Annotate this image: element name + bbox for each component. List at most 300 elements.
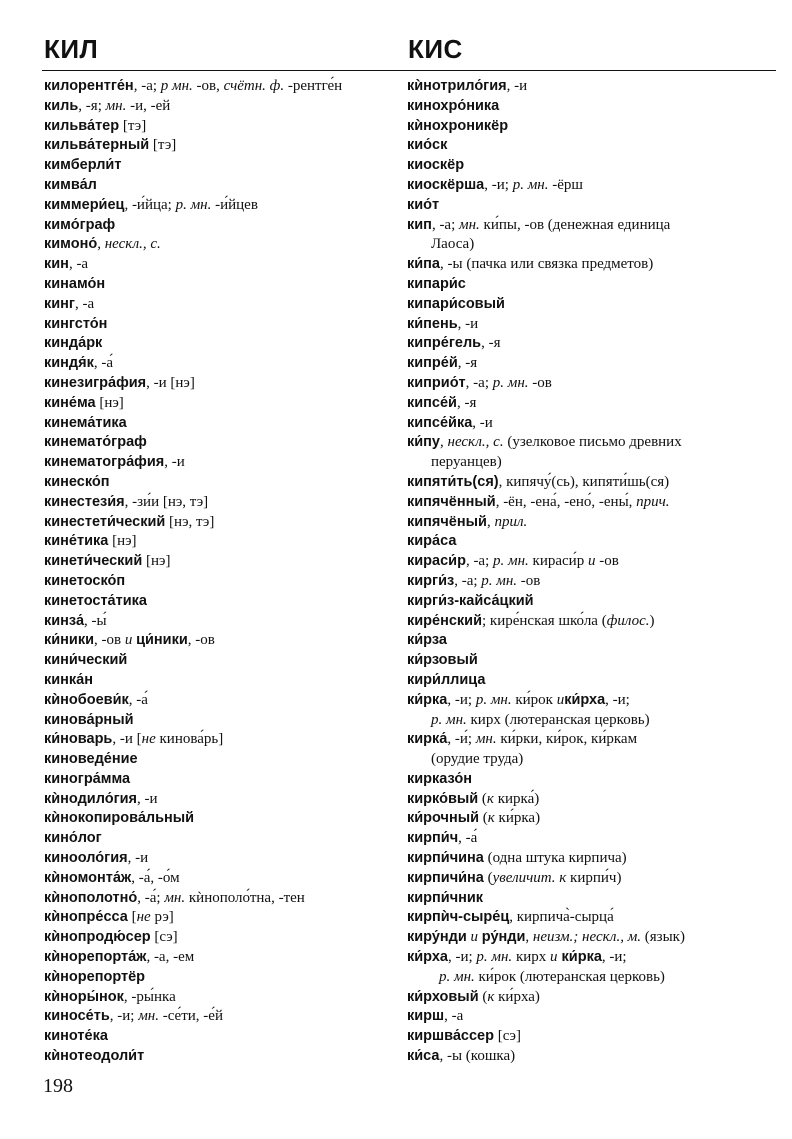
entry-continuation: [407, 235, 779, 255]
dictionary-entry: [44, 433, 394, 453]
entry-text: (орудие труда): [431, 751, 524, 768]
dictionary-entry: [44, 216, 394, 236]
headword: кѝномонта́ж: [44, 869, 132, 886]
dictionary-entry: [407, 572, 779, 592]
entry-text: , -и;: [601, 949, 627, 966]
dictionary-entry: [44, 889, 394, 909]
dictionary-entry: [44, 394, 394, 414]
dictionary-entry: [407, 1027, 779, 1047]
entry-text: ки́рха): [494, 988, 540, 1005]
headword: кирпичи́на: [407, 869, 484, 886]
grammar-note: р мн.: [160, 78, 193, 94]
grammar-note: и: [556, 691, 565, 708]
entry-text: , -ён, -ена́, -ено́, -ены́,: [495, 493, 637, 510]
grammar-note: к: [487, 810, 495, 827]
headword: кингсто́н: [44, 315, 108, 332]
grammar-note: и: [470, 929, 479, 946]
entry-text: -се́ти, -е́й: [158, 1008, 223, 1025]
headword: кио́т: [407, 196, 440, 213]
headword: кирпи́чина: [407, 850, 484, 867]
grammar-note: р. мн.: [431, 711, 467, 728]
dictionary-entry: [44, 790, 394, 810]
headword: кинезигра́фия: [44, 374, 147, 391]
dictionary-entry: [407, 117, 779, 137]
grammar-note: и: [124, 632, 133, 649]
entry-text: , -и;: [605, 691, 630, 708]
dictionary-entry: [44, 552, 394, 572]
headword: ки́рха: [564, 691, 606, 708]
entry-text: кинова́рь]: [155, 731, 224, 748]
headword: киммери́ец: [44, 196, 125, 213]
dictionary-entry: [44, 988, 394, 1008]
headword: киль: [44, 97, 79, 114]
headword: кип: [407, 216, 432, 233]
page-number: 198: [43, 1075, 73, 1097]
headword: кирпи́чник: [407, 889, 484, 906]
entry-text: , -а;: [465, 553, 494, 570]
dictionary-entry: [44, 1027, 394, 1047]
dictionary-entry: [407, 196, 779, 216]
grammar-note: к: [487, 988, 495, 1005]
headword: кинамо́н: [44, 275, 106, 292]
dictionary-entry: [44, 968, 394, 988]
grammar-note: р. мн.: [512, 176, 549, 193]
headword: кирпи́ч: [407, 830, 459, 847]
running-head-right: КИС: [408, 34, 463, 64]
headword: ки́па: [407, 256, 440, 273]
headword: кипари́с: [407, 275, 466, 292]
grammar-note: и: [587, 553, 596, 570]
headword: кипсе́йка: [407, 414, 473, 431]
entry-text: -ов: [517, 572, 541, 589]
entry-text: ,: [440, 434, 448, 451]
entry-text: , -и [нэ]: [146, 374, 195, 391]
dictionary-entry: [407, 592, 779, 612]
dictionary-entry: [407, 216, 779, 236]
entry-continuation: [407, 453, 779, 473]
dictionary-entry: [44, 196, 394, 216]
dictionary-entry: [44, 532, 394, 552]
entry-text: , -ы (пачка или связка предметов): [440, 256, 654, 273]
entry-text: , -я;: [78, 97, 106, 114]
entry-text: (: [478, 988, 488, 1005]
entry-text: ,: [97, 236, 105, 253]
headword: ки́рка: [407, 691, 448, 708]
entry-text: , -и [: [112, 731, 142, 748]
headword: кипсе́й: [407, 394, 457, 411]
dictionary-entry: [407, 631, 779, 651]
headword: кинеско́п: [44, 473, 110, 490]
headword: киоскёр: [407, 157, 465, 174]
entry-text: [сэ]: [493, 1028, 521, 1045]
headword: кираси́р: [407, 553, 466, 570]
entry-text: (: [483, 869, 493, 886]
dictionary-entry: [44, 97, 394, 117]
dictionary-entry: [44, 156, 394, 176]
grammar-note: р. мн.: [481, 572, 518, 589]
entry-text: , -и;: [109, 1008, 139, 1025]
grammar-note: прил.: [494, 513, 528, 530]
headword: кѝнорепорта́ж: [44, 949, 147, 966]
grammar-note: мн.: [164, 889, 186, 906]
dictionary-entry: [44, 77, 394, 97]
dictionary-entry: [407, 1007, 779, 1027]
entry-text: , -а, -ем: [146, 949, 195, 966]
headword: кинема́тика: [44, 414, 127, 431]
entry-text: , кирпича̀-сырца́: [509, 909, 614, 926]
headword: кимоно́: [44, 236, 98, 253]
right-column: [407, 77, 779, 1067]
entry-text: кирх (лютеранская церковь): [466, 711, 650, 728]
grammar-note: нескл., с.: [104, 236, 161, 253]
entry-text: , -а;: [133, 78, 161, 94]
headword: ци́ники: [136, 632, 188, 649]
headword: кири́ллица: [407, 671, 486, 688]
entry-continuation: [407, 750, 779, 770]
headword: кира́са: [407, 533, 457, 550]
entry-text: , -а: [68, 256, 89, 273]
entry-text: перуанцев): [431, 454, 502, 471]
headword: кио́ск: [407, 137, 448, 154]
grammar-note: р. мн.: [476, 949, 513, 966]
dictionary-entry: [407, 513, 779, 533]
grammar-note: и: [550, 949, 558, 966]
entry-text: кирх: [512, 949, 551, 966]
entry-text: , -а́, -о́м: [131, 869, 180, 886]
headword: кинда́рк: [44, 335, 103, 352]
entry-text: ): [649, 612, 655, 629]
entry-text: , -ы (кошка): [439, 1048, 516, 1065]
entry-text: , -и: [472, 414, 493, 431]
grammar-note: прич.: [636, 493, 670, 510]
page-header: [42, 34, 780, 70]
dictionary-entry: [44, 295, 394, 315]
entry-text: , -а́: [93, 355, 114, 372]
dictionary-entry: [407, 552, 779, 572]
headword: кѝнодило́гия: [44, 790, 138, 807]
dictionary-entry: [44, 631, 394, 651]
dictionary-entry: [44, 730, 394, 750]
dictionary-entry: [44, 948, 394, 968]
dictionary-entry: [407, 473, 779, 493]
entry-text: ки́рка): [494, 810, 541, 827]
dictionary-entry: [407, 988, 779, 1008]
dictionary-entry: [44, 612, 394, 632]
entry-text: , -зи́и [нэ, тэ]: [124, 493, 209, 510]
entry-text: , -ры́нка: [123, 988, 176, 1005]
entry-text: [сэ]: [150, 929, 178, 946]
dictionary-entry: [44, 572, 394, 592]
entry-text: -ёрш: [548, 176, 583, 193]
headword: кирги́з: [407, 572, 455, 589]
entry-text: , -и́;: [447, 731, 476, 748]
entry-text: (: [479, 810, 488, 827]
entry-text: ки́рок: [511, 691, 557, 708]
grammar-note: мн.: [459, 216, 480, 233]
entry-text: (узелковое письмо древних: [503, 434, 682, 451]
dictionary-entry: [407, 354, 779, 374]
entry-text: , -и;: [447, 691, 476, 708]
dictionary-entry: [407, 374, 779, 394]
dictionary-entry: [44, 869, 394, 889]
headword: кѝнорепортёр: [44, 968, 146, 985]
dictionary-entry: [407, 275, 779, 295]
entry-text: [: [127, 909, 137, 926]
headword: кинова́рный: [44, 711, 134, 728]
entry-text: , -я: [456, 394, 477, 411]
grammar-note: мн.: [475, 731, 497, 748]
headword: ки́рха: [407, 949, 448, 966]
entry-text: кирка́): [493, 790, 540, 807]
entry-text: , -а́: [458, 830, 478, 847]
headword: кипяти́ть(ся): [407, 473, 499, 490]
headword: кильва́терный: [44, 137, 150, 154]
headword: ки́рка: [557, 949, 602, 966]
dictionary-entry: [407, 809, 779, 829]
grammar-note: мн.: [138, 1008, 159, 1025]
dictionary-entry: [407, 433, 779, 453]
entry-text: , -и: [127, 850, 149, 867]
headword: ки́новарь: [44, 731, 113, 748]
entry-continuation: [407, 711, 779, 731]
headword: кинетоста́тика: [44, 592, 147, 609]
dictionary-entry: [44, 493, 394, 513]
headword: кине́тика: [44, 533, 109, 550]
entry-text: (: [478, 790, 487, 807]
grammar-note: увеличит. к: [492, 869, 567, 886]
headword: кипре́гель: [407, 335, 482, 352]
dictionary-entry: [407, 948, 779, 968]
entry-text: ки́рки, ки́рок, ки́ркам: [496, 731, 638, 748]
dictionary-entry: [407, 869, 779, 889]
dictionary-entry: [407, 829, 779, 849]
dictionary-entry: [407, 928, 779, 948]
headword: кинооло́гия: [44, 850, 128, 867]
dictionary-entry: [407, 671, 779, 691]
entry-text: , -а;: [431, 216, 460, 233]
entry-text: , -а́: [128, 691, 148, 708]
headword: кирш: [407, 1008, 445, 1025]
headword: кимберли́т: [44, 157, 122, 174]
headword: ки́рочный: [407, 810, 479, 827]
headword: кинестези́я: [44, 493, 125, 510]
dictionary-entry: [44, 136, 394, 156]
headword: кинематогра́фия: [44, 454, 165, 471]
headword: кѝнокопирова́льный: [44, 810, 195, 827]
dictionary-entry: [44, 315, 394, 335]
entry-text: , -ов: [187, 632, 215, 649]
dictionary-entry: [44, 671, 394, 691]
headword: киносе́ть: [44, 1008, 110, 1025]
entry-text: , -а: [74, 295, 95, 312]
entry-text: , -ов: [94, 632, 125, 649]
dictionary-entry: [407, 532, 779, 552]
grammar-note: не: [141, 731, 156, 748]
headword: кильва́тер: [44, 117, 120, 134]
dictionary-entry: [44, 374, 394, 394]
dictionary-entry: [407, 849, 779, 869]
entry-text: , -и: [164, 454, 185, 471]
left-column: [44, 77, 394, 1067]
headword: кирги́з-кайса́цкий: [407, 592, 534, 609]
headword: кипари́совый: [407, 295, 505, 312]
dictionary-entry: [407, 651, 779, 671]
headword: кире́нский: [407, 612, 482, 629]
entry-text: , -а́;: [137, 889, 165, 906]
dictionary-entry: [407, 908, 779, 928]
dictionary-entry: [407, 136, 779, 156]
entry-text: ,: [486, 513, 495, 530]
headword: киприо́т: [407, 374, 466, 391]
dictionary-entry: [407, 612, 779, 632]
entry-text: -и, -ей: [126, 97, 171, 114]
entry-text: рэ]: [150, 909, 174, 926]
entry-text: кирпи́ч): [566, 869, 622, 886]
headword: киноведе́ние: [44, 751, 138, 768]
headword: кимо́граф: [44, 216, 116, 233]
grammar-note: филос.: [606, 612, 650, 629]
dictionary-entry: [407, 493, 779, 513]
dictionary-entry: [407, 77, 779, 97]
grammar-note: р. мн.: [439, 968, 475, 985]
headword: кинг: [44, 295, 75, 312]
entry-text: , -а;: [465, 374, 493, 391]
entry-text: (одна штука кирпича): [483, 850, 627, 867]
grammar-note: мн.: [105, 97, 127, 114]
dictionary-entry: [44, 651, 394, 671]
dictionary-entry: [407, 295, 779, 315]
headword: ки́са: [407, 1048, 440, 1065]
dictionary-entry: [44, 513, 394, 533]
headword: кинемато́граф: [44, 434, 147, 451]
headword: килорентге́н: [44, 78, 134, 94]
entry-text: -и́йцев: [211, 196, 258, 213]
dictionary-entry: [44, 849, 394, 869]
headword: кинка́н: [44, 671, 94, 688]
entry-text: , -и;: [484, 176, 513, 193]
entry-text: [нэ]: [142, 553, 171, 570]
headword: ки́ники: [44, 632, 95, 649]
dictionary-entry: [407, 889, 779, 909]
entry-text: -ов: [595, 553, 619, 570]
headword: кирпѝч-сыре́ц: [407, 909, 510, 926]
grammar-note: р. мн.: [175, 196, 212, 213]
headword: кирко́вый: [407, 790, 479, 807]
entry-text: , -и: [137, 790, 158, 807]
entry-text: (язык): [641, 929, 685, 946]
dictionary-entry: [44, 711, 394, 731]
dictionary-entry: [407, 1047, 779, 1067]
headword: ки́пу: [407, 434, 440, 451]
entry-text: -ов: [528, 374, 552, 391]
headword: кѝнотеодоли́т: [44, 1048, 145, 1065]
headword: кипячённый: [407, 493, 496, 510]
dictionary-entry: [44, 235, 394, 255]
grammar-note: к: [486, 790, 494, 807]
headword: киршва́ссер: [407, 1028, 494, 1045]
entry-text: кѝнополо́тна, -тен: [185, 889, 305, 906]
dictionary-entry: [44, 928, 394, 948]
headword: кирказо́н: [407, 770, 472, 787]
headword: кинети́ческий: [44, 553, 143, 570]
entry-text: , -а: [444, 1008, 464, 1025]
entry-text: -рентге́н: [284, 78, 343, 94]
headword: кине́ма: [44, 394, 96, 411]
grammar-note: счётн. ф.: [223, 78, 285, 94]
entry-text: [нэ, тэ]: [165, 513, 215, 530]
grammar-note: не: [136, 909, 151, 926]
headword: кѝноры́нок: [44, 988, 124, 1005]
headword: кин: [44, 256, 69, 273]
entry-text: , -а;: [454, 572, 482, 589]
grammar-note: р. мн.: [475, 691, 512, 708]
dictionary-entry: [44, 1047, 394, 1067]
dictionary-entry: [44, 334, 394, 354]
entry-text: ; кире́нская шко́ла (: [482, 612, 607, 629]
entry-text: , -я: [481, 335, 501, 352]
dictionary-entry: [44, 1007, 394, 1027]
dictionary-entry: [407, 176, 779, 196]
dictionary-entry: [407, 790, 779, 810]
entry-text: , -и́йца;: [124, 196, 176, 213]
dictionary-entry: [44, 592, 394, 612]
entry-text: кираси́р: [528, 553, 588, 570]
headword: кимва́л: [44, 176, 97, 193]
dictionary-entry: [407, 394, 779, 414]
dictionary-entry: [407, 770, 779, 790]
dictionary-entry: [44, 453, 394, 473]
entry-text: , -я: [457, 355, 478, 372]
headword: кинохро́ника: [407, 97, 500, 114]
headword: ки́рховый: [407, 988, 479, 1005]
dictionary-entry: [44, 809, 394, 829]
headword: кипре́й: [407, 355, 458, 372]
entry-text: ,: [525, 929, 533, 946]
entry-text: [нэ]: [108, 533, 137, 550]
headword: ки́рза: [407, 632, 447, 649]
entry-text: ки́рок (лютеранская церковь): [474, 968, 665, 985]
grammar-note: неизм.; нескл., м.: [532, 929, 642, 946]
entry-text: -ов,: [192, 78, 224, 94]
dictionary-entry: [44, 176, 394, 196]
dictionary-entry: [407, 97, 779, 117]
dictionary-entry: [44, 829, 394, 849]
dictionary-entry: [407, 255, 779, 275]
grammar-note: нескл., с.: [447, 434, 504, 451]
headword: ки́пень: [407, 315, 458, 332]
entry-text: , кипячу́(сь), кипяти́шь(ся): [498, 473, 670, 490]
dictionary-entry: [407, 691, 779, 711]
running-head-left: КИЛ: [44, 34, 99, 64]
dictionary-entry: [44, 275, 394, 295]
dictionary-entry: [44, 750, 394, 770]
dictionary-entry: [44, 117, 394, 137]
headword: кинестети́ческий: [44, 513, 166, 530]
dictionary-entry: [407, 334, 779, 354]
headword: кинетоско́п: [44, 572, 126, 589]
headword: кѝнотрило́гия: [407, 78, 507, 94]
headword: ру́нди: [481, 929, 526, 946]
entry-text: , -и;: [447, 949, 477, 966]
dictionary-entry: [44, 255, 394, 275]
dictionary-entry: [44, 770, 394, 790]
headword: кирка́: [407, 731, 448, 748]
entry-text: , -ы́: [84, 612, 107, 629]
dictionary-entry: [44, 354, 394, 374]
headword: кинза́: [44, 612, 85, 629]
entry-text: [тэ]: [119, 117, 147, 134]
entry-continuation: [407, 968, 779, 988]
